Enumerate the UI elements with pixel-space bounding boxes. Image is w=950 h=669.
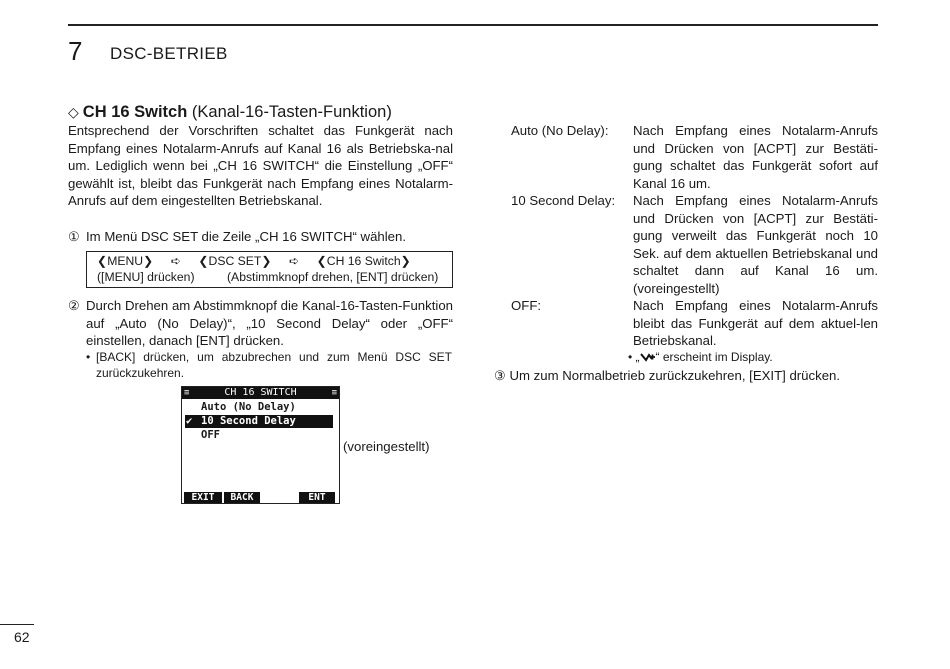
section-title-rest: (Kanal-16-Tasten-Funktion) [187, 103, 392, 121]
softkey-exit: EXIT [184, 492, 222, 503]
definition-term: OFF: [511, 298, 542, 313]
lcd-title-bar [182, 387, 339, 399]
definition-term: Auto (No Delay): [511, 123, 609, 138]
back-note-text: [BACK] drücken, um abzubrechen und zum Menü DSC SET zurückzukehren. [96, 350, 452, 380]
ch16-switch-indicator-icon [640, 352, 656, 362]
definition-desc: Nach Empfang eines Notalarm-Anrufs bleibt das Funkgerät auf dem aktuel-len Betriebskanal. [633, 298, 878, 348]
chapter-number: 7 [68, 36, 83, 66]
dsc-set-key: ❮DSC SET❯ [198, 254, 272, 268]
softkey-back: BACK [224, 492, 260, 503]
step-text: Im Menü DSC SET die Zeile „CH 16 SWITCH“ wählen. [86, 229, 407, 244]
arrow-icon: ➪ [288, 254, 300, 268]
page-number: 62 [14, 629, 30, 645]
chapter-title: DSC-BETRIEB [110, 44, 228, 63]
bullet-icon: • [628, 350, 633, 364]
menu-icon: ≡ [331, 388, 337, 398]
key-note-menu: ([MENU] drücken) [97, 270, 195, 284]
arrow-icon: ➪ [170, 254, 181, 268]
step-text: Durch Drehen am Abstimmknopf die Kanal-16-Tasten-Funktion auf „Auto (No Delay)“, „10 Second Delay“ oder „OFF“ einstellen, danach [ENT] drücken. [86, 298, 453, 348]
step-2 [68, 297, 453, 350]
preset-label: (voreingestellt) [343, 439, 430, 454]
definition-desc: Nach Empfang eines Notalarm-Anrufs und Drücken von [ACPT] zur Bestäti-gung verweilt das Funkgerät noch 10 Sek. auf dem aktuellen Betriebskanal und schaltet dann auf Kanal 16 um. (voreingestellt) [633, 193, 878, 296]
ch16-switch-key: ❮CH 16 Switch❯ [316, 254, 411, 268]
key-sequence-box [86, 251, 453, 288]
step-3 [494, 368, 840, 384]
menu-key: ❮MENU❯ [97, 254, 154, 268]
menu-icon: ≡ [184, 388, 190, 398]
lcd-screen [181, 386, 340, 504]
diamond-icon: ◇ [68, 104, 79, 120]
step-number: ① [68, 229, 80, 244]
header-rule [68, 24, 878, 26]
softkey-ent: ENT [299, 492, 335, 503]
key-note-knob: (Abstimmknopf drehen, [ENT] drücken) [227, 270, 439, 284]
step-1 [68, 228, 453, 246]
display-note: • „ “ erscheint im Display. [628, 350, 773, 364]
page-number-rule [0, 624, 34, 625]
bullet-icon: • [86, 350, 91, 364]
lcd-title: CH 16 SWITCH [224, 387, 297, 398]
step-text: Um zum Normalbetrieb zurückzukehren, [EXIT] drücken. [509, 368, 841, 383]
definition-desc: Nach Empfang eines Notalarm-Anrufs und Drücken von [ACPT] zur Bestäti-gung schaltet das Funkgerät sofort auf Kanal 16 um. [633, 123, 878, 191]
definition-term: 10 Second Delay: [511, 193, 616, 208]
intro-paragraph: Entsprechend der Vorschriften schaltet das Funkgerät nach Empfang eines Notalarm-Anrufs auf Kanal 16 als Betriebska-nal um. Lediglich wenn bei „CH 16 SWITCH“ die Einstellung „OFF“ gewählt ist, bleibt das Funkgerät nach Empfang eines Notalarm-Anrufs auf dem eingestellten Betriebskanal. [68, 123, 453, 208]
section-title-bold: CH 16 Switch [82, 103, 188, 121]
back-note [86, 349, 452, 381]
lcd-option-off: OFF [201, 429, 220, 441]
lcd-option-10-second-delay: ✔ 10 Second Delay [185, 415, 333, 428]
section-heading [68, 102, 392, 122]
lcd-option-auto: Auto (No Delay) [201, 401, 296, 413]
check-icon: ✔ [186, 415, 193, 427]
step-number: ② [68, 298, 80, 313]
step-number: ③ [494, 368, 506, 383]
